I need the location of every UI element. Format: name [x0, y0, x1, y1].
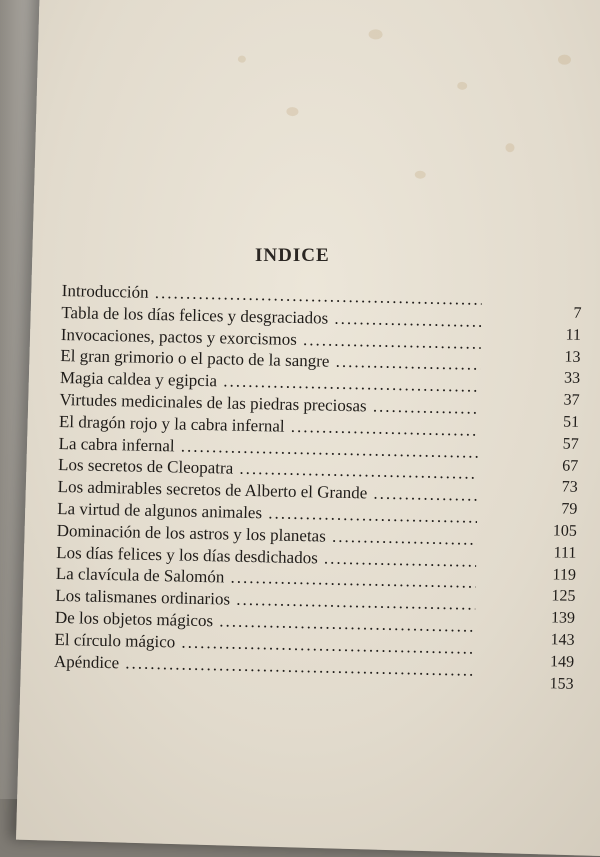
toc-entry-page: 7	[573, 304, 582, 322]
toc-entry-page: 105	[552, 522, 578, 540]
index-title: INDICE	[255, 245, 330, 266]
toc-entry-page: 153	[549, 674, 574, 693]
toc-entry-page: 111	[553, 544, 577, 562]
paper-stain	[368, 29, 382, 39]
toc-entry-page: 125	[551, 587, 576, 606]
toc-entry-label: La cabra infernal .....	[58, 433, 478, 463]
toc-entry-page: 73	[561, 478, 578, 497]
toc-entry-page: 67	[562, 457, 579, 475]
toc-entry-label: El círculo mágico .....	[54, 629, 474, 659]
toc-entry-label: Virtudes medicinales de las piedras preciosas .....	[59, 389, 479, 419]
toc-entry-label: De los objetos mágicos .....	[55, 607, 475, 637]
toc-entry-page: 33	[563, 369, 581, 388]
toc-entry-label: Los talismanes ordinarios .....	[55, 585, 475, 615]
toc-entry-label: Los admirables secretos de Alberto el Grande .....	[57, 476, 477, 506]
paper-stain	[457, 82, 467, 90]
toc-entry-page: 143	[550, 631, 575, 649]
toc-entry-page: 57	[562, 435, 579, 453]
toc-entry-label: Apéndice .....	[54, 650, 474, 680]
toc-entry-page: 149	[549, 653, 575, 671]
toc-entry-page: 79	[561, 500, 578, 519]
paper-stain	[286, 107, 298, 116]
toc-entry-page: 37	[563, 391, 580, 410]
toc-entry-label: El dragón rojo y la cabra infernal .....	[59, 411, 479, 441]
toc-entry-label: Introducción .....	[62, 280, 482, 310]
toc-entry-label: Magia caldea y egipcia .....	[60, 367, 480, 397]
paper-stain	[558, 54, 571, 64]
toc-entry-label: Tabla de los días felices y desgraciados .....	[61, 302, 481, 332]
toc-entry-page: 119	[552, 565, 577, 584]
toc-entry-page: 11	[565, 326, 582, 344]
toc-entry-label: Invocaciones, pactos y exorcismos .....	[61, 324, 481, 354]
toc-entry-label: El gran grimorio o el pacto de la sangre .....	[60, 345, 480, 375]
toc-entry-label: Los días felices y los días desdichados .....	[56, 542, 476, 572]
toc-entry-label: La clavícula de Salomón .....	[56, 563, 476, 593]
toc-entry-page: 13	[564, 348, 581, 366]
toc-entry-page: 139	[550, 609, 576, 627]
paper-stain	[415, 171, 426, 179]
toc-entry-label: Los secretos de Cleopatra .....	[58, 454, 478, 484]
toc-entry-page: 51	[562, 413, 580, 431]
toc-entry-label: Dominación de los astros y los planetas .....	[57, 520, 477, 550]
toc-entry-label: La virtud de algunos animales .....	[57, 498, 477, 528]
table-of-contents	[53, 280, 592, 693]
paper-stain	[505, 143, 514, 152]
paper-stain	[238, 56, 246, 63]
